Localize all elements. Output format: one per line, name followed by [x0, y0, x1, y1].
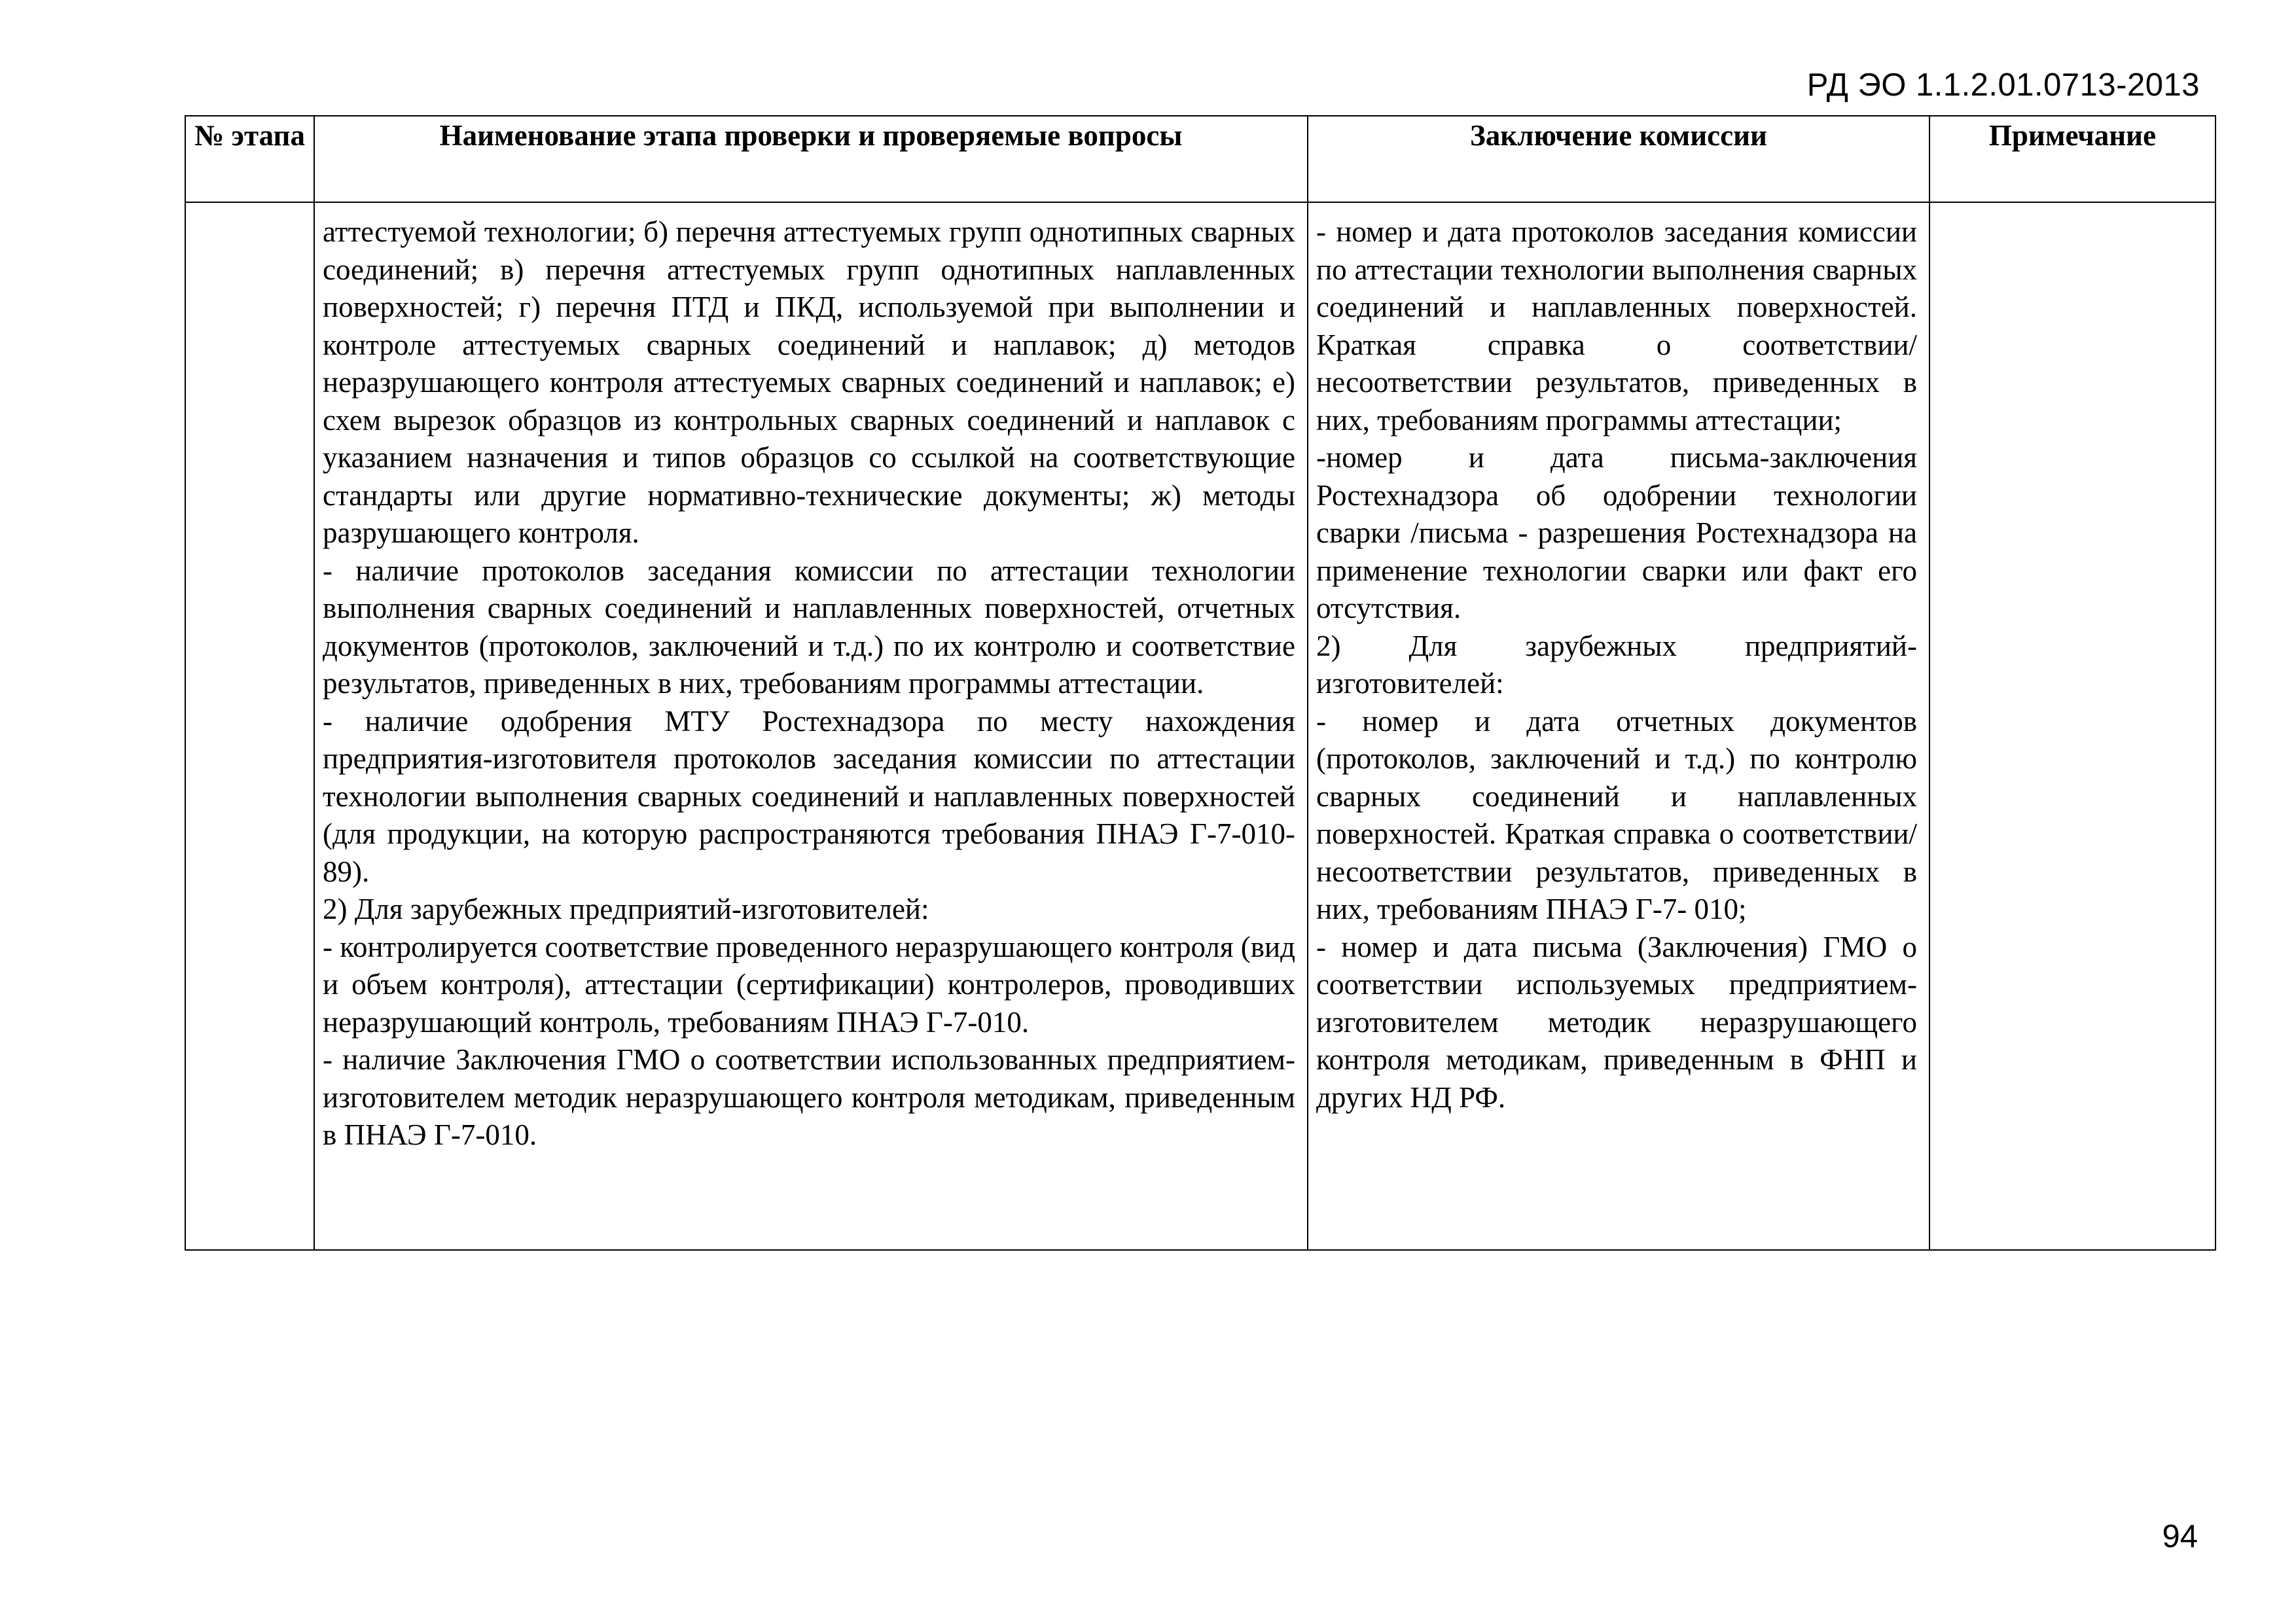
table-row	[185, 202, 2215, 1250]
cell-stage-text	[314, 202, 1308, 1250]
header-stage-number: № этапа	[185, 116, 314, 202]
header-stage-name: Наименование этапа проверки и проверяемые вопросы	[314, 116, 1308, 202]
conclusion-paragraph: 2) Для зарубежных предприятий-изготовителей:	[1316, 629, 1917, 700]
stage-paragraph: - наличие одобрения МТУ Ростехнадзора по месту нахождения предприятия-изготовителя протоколов заседания комиссии по аттестации технологии выполнения сварных соединений и наплавленных поверхностей (для продукции, на которую распространяются требования ПНАЭ Г-7-010-89).	[323, 704, 1295, 888]
stage-paragraph: 2) Для зарубежных предприятий-изготовителей:	[323, 893, 929, 925]
conclusion-paragraph: - номер и дата отчетных документов (протоколов, заключений и т.д.) по контролю сварных соединений и наплавленных поверхностей. Краткая справка о соответствии/несоответствии результатов, приведенных в них, требованиям ПНАЭ Г-7- 010;	[1316, 704, 1917, 925]
stage-paragraph: - наличие Заключения ГМО о соответствии использованных предприятием-изготовителем методик неразрушающего контроля методикам, приведенным в ПНАЭ Г-7-010.	[323, 1043, 1295, 1151]
document-code: РД ЭО 1.1.2.01.0713-2013	[1806, 67, 2200, 103]
cell-note	[1929, 202, 2215, 1250]
cell-conclusion-text	[1308, 202, 1929, 1250]
cell-stage-number	[185, 202, 314, 1250]
page-number: 94	[2162, 1519, 2198, 1554]
conclusion-paragraph: - номер и дата протоколов заседания комиссии по аттестации технологии выполнения сварных соединений и наплавленных поверхностей. Краткая справка о соответствии/несоответствии результатов, приведенных в них, требованиям программы аттестации;	[1316, 215, 1917, 437]
conclusion-paragraph: - номер и дата письма (Заключения) ГМО о соответствии используемых предприятием-изготовителем методик неразрушающего контроля методикам, приведенным в ФНП и других НД РФ.	[1316, 930, 1917, 1114]
conclusion-paragraph: -номер и дата письма-заключения Ростехнадзора об одобрении технологии сварки /письма - разрешения Ростехнадзора на применение технологии сварки или факт его отсутствия.	[1316, 441, 1917, 624]
table-header-row	[185, 116, 2215, 202]
stage-paragraph: - контролируется соответствие проведенного неразрушающего контроля (вид и объем контроля), аттестации (сертификации) контролеров, проводивших неразрушающий контроль, требованиям ПНАЭ Г-7-010.	[323, 930, 1296, 1039]
header-commission-conclusion: Заключение комиссии	[1308, 116, 1929, 202]
stage-paragraph: - наличие протоколов заседания комиссии по аттестации технологии выполнения сварных соединений и наплавленных поверхностей, отчетных документов (протоколов, заключений и т.д.) по их контролю и соответствие результатов, приведенных в них, требованиям программы аттестации.	[323, 554, 1295, 700]
inspection-stage-table	[185, 115, 2216, 1251]
stage-paragraph: аттестуемой технологии; б) перечня аттестуемых групп однотипных сварных соединений; в) перечня аттестуемых групп однотипных наплавленных поверхностей; г) перечня ПТД и ПКД, используемой при выполнении и контроле аттестуемых сварных соединений и наплавок; д) методов неразрушающего контроля аттестуемых сварных соединений и наплавок; е) схем вырезок образцов из контрольных сварных соединений и наплавок с указанием назначения и типов образцов со ссылкой на соответствующие стандарты или другие нормативно-технические документы; ж) методы разрушающего контроля.	[323, 215, 1295, 549]
header-note: Примечание	[1929, 116, 2215, 202]
